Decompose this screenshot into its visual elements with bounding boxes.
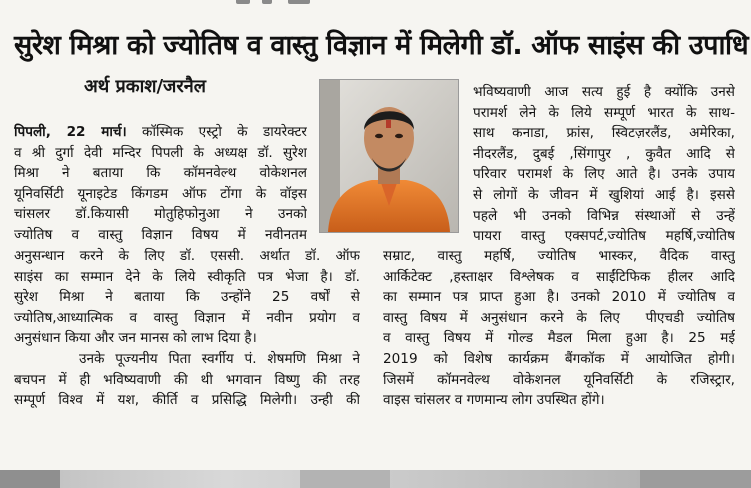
article-line: पायरा वास्तु एक्सपर्ट,ज्योतिष महर्षि,ज्योतिष <box>473 228 735 245</box>
article-line: अनुसंधान किया और जन मानस को लाभ दिया है। <box>14 330 257 347</box>
article-line: पिपली, 22 मार्च। कॉस्मिक एस्ट्रो के डायरेक्टर <box>14 124 307 140</box>
article-line: उनके पूज्यनीय पिता स्वर्गीय पं. शेषमणि मिश्रा ने <box>14 350 360 367</box>
article-line: आर्किटेक्ट ,हस्ताक्षर विश्लेषक व साईंटिफिक हीलर आदि <box>383 268 735 285</box>
article-line: सम्पूर्ण विश्व में यश, कीर्ति व प्रसिद्धि मिलेगी। उन्ही की <box>14 392 360 409</box>
article-line: पहले भी उनको विभिन्न संस्थाओं से उन्हें <box>473 207 735 224</box>
article-line: जिसमें कॉमनवेल्थ वोकेशनल यूनिवर्सिटी के रजिस्ट्रार, <box>383 371 735 388</box>
article-column-left-lower <box>14 246 360 411</box>
article-line: सम्राट, वास्तु महर्षि, ज्योतिष भास्कर, वैदिक वास्तु <box>383 248 735 264</box>
headline: सुरेश मिश्रा को ज्योतिष व वास्तु विज्ञान में मिलेगी डॉ. ऑफ साइंस की उपाधि <box>14 30 749 61</box>
article-line: साथ कनाडा, फ्रांस, स्विटज़रलैंड, अमेरिका, <box>473 125 735 142</box>
article-line: ज्योतिष व वास्तु विज्ञान विषय में नवीनतम <box>14 226 307 243</box>
person-portrait-icon <box>320 80 458 232</box>
article-line: सुरेश मिश्रा ने बताया कि उन्होंने 25 वर्षों से <box>14 289 360 306</box>
byline: अर्थ प्रकाश/जरनैल <box>84 76 206 97</box>
portrait-photo <box>319 79 459 233</box>
article-line: ज्योतिष,आध्यात्मिक व वास्तु विज्ञान में नवीन प्रयोग व <box>14 309 360 326</box>
article-line: का सम्मान पत्र प्राप्त हुआ है। उनको 2010 में ज्योतिष व <box>383 289 735 306</box>
article-line: व श्री दुर्गा देवी मन्दिर पिपली के अध्यक्ष डॉ. सुरेश <box>14 144 307 161</box>
article-line: चांसलर डॉ.कियासी मोतुहिफोनुआ ने उनको <box>14 206 307 223</box>
bottom-divider-bar <box>0 470 751 488</box>
article-line: मिश्रा ने बताया कि कॉमनवेल्थ वोकेशनल <box>14 165 307 182</box>
cropped-previous-article <box>0 0 751 22</box>
article-line: भविष्यवाणी आज सत्य हुई है क्योंकि उनसे <box>473 84 735 100</box>
article-line: परामर्श लेने के लिये सम्पूर्ण भारत के साथ- <box>473 104 735 121</box>
article-column-left <box>14 122 307 246</box>
article-column-right <box>473 82 735 247</box>
article-line: परिवार परामर्श के लिए आते है। उनके उपाय <box>473 166 735 183</box>
article-line: से लोगों के जीवन में खुशियां आई है। इससे <box>473 186 735 203</box>
article-line: अनुसन्धान करने के लिए डॉ. एससी. अर्थात डॉ. ऑफ <box>14 248 360 264</box>
article-line: बचपन में ही भविष्यवाणी की थी भगवान विष्णु की तरह <box>14 371 360 388</box>
article-line: व वास्तु विषय में गोल्ड मैडल मिला हुआ है। 25 मई <box>383 330 735 347</box>
article-line: यूनिवर्सिटी यूनाइटेड किंगडम ऑफ टोंगा के वॉइस <box>14 185 307 202</box>
article-line: नीदरलैंड, दुबई ,सिंगापुर , कुवैत आदि से <box>473 145 735 162</box>
article-line: 2019 को विशेष कार्यक्रम बैंगकॉक में आयोजित होगी। <box>383 350 735 367</box>
article-line: वास्तु विषय में अनुसंधान करने के लिए पीएचडी ज्योतिष <box>383 309 735 326</box>
article-line: वाइस चांसलर व गणमान्य लोग उपस्थित होंगे। <box>383 392 605 409</box>
article-line: साइंस का सम्मान देने के लिये स्वीकृति पत्र भेजा है। डॉ. <box>14 268 360 285</box>
dateline: पिपली, 22 मार्च। <box>14 124 127 140</box>
article-column-right-lower <box>383 246 735 411</box>
